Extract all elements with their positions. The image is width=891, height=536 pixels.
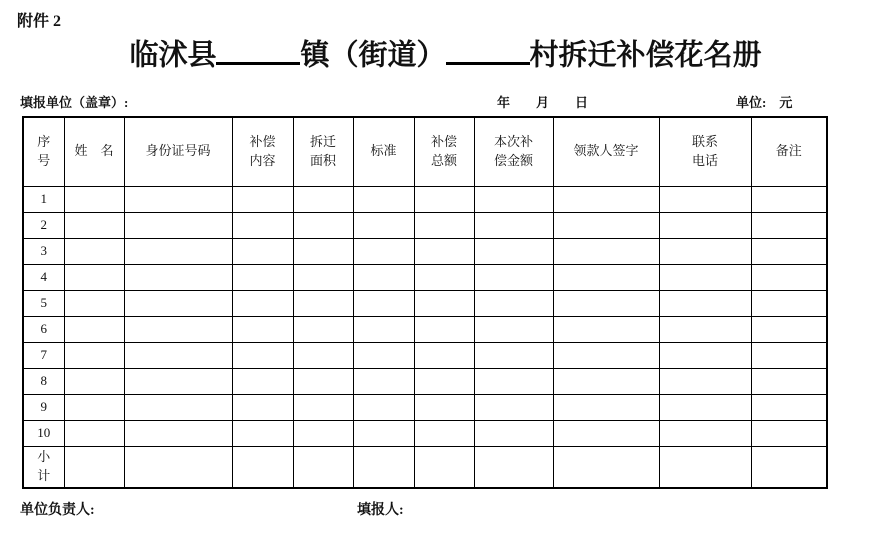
empty-cell: [553, 264, 659, 290]
empty-cell: [64, 238, 124, 264]
empty-cell: [751, 238, 827, 264]
header-text: 姓 名: [74, 143, 114, 159]
empty-cell: [553, 420, 659, 446]
empty-cell: [474, 446, 553, 488]
empty-cell: [232, 264, 293, 290]
empty-cell: [124, 368, 232, 394]
empty-cell: [353, 342, 414, 368]
empty-cell: [659, 368, 751, 394]
title-blank-village: [446, 34, 530, 65]
empty-cell: [353, 290, 414, 316]
empty-cell: [474, 420, 553, 446]
empty-cell: [414, 264, 474, 290]
table-row: [23, 342, 827, 368]
row-number: 6: [23, 316, 64, 342]
empty-cell: [124, 316, 232, 342]
empty-cell: [474, 316, 553, 342]
unit-label: 单位: 元: [736, 95, 793, 110]
header-cell-name: [64, 117, 124, 186]
title-town-suffix: 镇（街道）: [300, 39, 446, 72]
empty-cell: [474, 394, 553, 420]
empty-cell: [659, 446, 751, 488]
empty-cell: [293, 420, 353, 446]
empty-cell: [414, 290, 474, 316]
empty-cell: [232, 420, 293, 446]
empty-cell: [553, 290, 659, 316]
empty-cell: [232, 212, 293, 238]
table-row: [23, 212, 827, 238]
empty-cell: [353, 394, 414, 420]
header-cell-demolition-area: 拆迁 面积: [293, 117, 353, 186]
roster-table: [22, 116, 828, 489]
header-cell-contact-phone: 联系 电话: [659, 117, 751, 186]
table-row: [23, 186, 827, 212]
empty-cell: [64, 394, 124, 420]
empty-cell: [414, 368, 474, 394]
empty-cell: [414, 420, 474, 446]
empty-cell: [232, 446, 293, 488]
header-text: 标准: [370, 143, 397, 159]
table-row: [23, 394, 827, 420]
empty-cell: [353, 420, 414, 446]
empty-cell: [414, 186, 474, 212]
empty-cell: [124, 212, 232, 238]
empty-cell: [293, 394, 353, 420]
empty-cell: [293, 186, 353, 212]
empty-cell: [659, 212, 751, 238]
empty-cell: [474, 238, 553, 264]
row-number: 8: [23, 368, 64, 394]
empty-cell: [414, 394, 474, 420]
empty-cell: [474, 368, 553, 394]
header-cell-id-number: [124, 117, 232, 186]
empty-cell: [353, 186, 414, 212]
empty-cell: [232, 290, 293, 316]
empty-cell: [474, 186, 553, 212]
table-row: [23, 290, 827, 316]
empty-cell: [659, 316, 751, 342]
empty-cell: [232, 186, 293, 212]
empty-cell: [751, 394, 827, 420]
header-text: 拆迁: [309, 133, 336, 149]
empty-cell: [751, 212, 827, 238]
row-number: 2: [23, 212, 64, 238]
table-row: [23, 238, 827, 264]
empty-cell: [553, 212, 659, 238]
empty-cell: [124, 290, 232, 316]
empty-cell: [64, 212, 124, 238]
empty-cell: [474, 264, 553, 290]
empty-cell: [293, 316, 353, 342]
empty-cell: [659, 290, 751, 316]
empty-cell: [659, 238, 751, 264]
empty-cell: [64, 186, 124, 212]
header-cell-standard: [353, 117, 414, 186]
empty-cell: [659, 420, 751, 446]
unit-head-label: 单位负责人:: [20, 503, 95, 518]
empty-cell: [553, 316, 659, 342]
empty-cell: [64, 342, 124, 368]
header-cell-index: 序 号: [23, 117, 64, 186]
empty-cell: [553, 446, 659, 488]
empty-cell: [553, 368, 659, 394]
empty-cell: [64, 368, 124, 394]
subtotal-label: 小 计: [23, 446, 64, 488]
empty-cell: [659, 186, 751, 212]
row-number: 5: [23, 290, 64, 316]
empty-cell: [124, 186, 232, 212]
header-text: 补偿: [249, 133, 276, 149]
table-row: [23, 264, 827, 290]
row-number: 4: [23, 264, 64, 290]
empty-cell: [124, 420, 232, 446]
empty-cell: [659, 342, 751, 368]
empty-cell: [659, 394, 751, 420]
header-text: 补偿: [430, 133, 457, 149]
empty-cell: [64, 264, 124, 290]
table-row: [23, 420, 827, 446]
empty-cell: [293, 342, 353, 368]
header-cell-compensation-content: 补偿 内容: [232, 117, 293, 186]
date-label: 年 月 日: [497, 95, 589, 110]
empty-cell: [414, 316, 474, 342]
title-blank-town: [216, 34, 300, 65]
empty-cell: [64, 290, 124, 316]
empty-cell: [293, 212, 353, 238]
empty-cell: [751, 420, 827, 446]
header-text: 序: [37, 133, 51, 149]
empty-cell: [293, 264, 353, 290]
empty-cell: [293, 290, 353, 316]
empty-cell: [414, 342, 474, 368]
empty-cell: [353, 446, 414, 488]
empty-cell: [751, 186, 827, 212]
header-cell-total-compensation: 补偿 总额: [414, 117, 474, 186]
empty-cell: [414, 446, 474, 488]
empty-cell: [64, 316, 124, 342]
empty-cell: [474, 342, 553, 368]
attachment-label: 附件 2: [17, 13, 62, 30]
subtotal-row: [23, 446, 827, 488]
empty-cell: [751, 446, 827, 488]
empty-cell: [751, 368, 827, 394]
row-number: 9: [23, 394, 64, 420]
row-number: 1: [23, 186, 64, 212]
header-text: 领款人签字: [573, 143, 639, 159]
empty-cell: [232, 316, 293, 342]
empty-cell: [124, 342, 232, 368]
header-text: 联系: [691, 133, 718, 149]
empty-cell: [124, 238, 232, 264]
empty-cell: [553, 342, 659, 368]
empty-cell: [474, 290, 553, 316]
empty-cell: [659, 264, 751, 290]
empty-cell: [414, 238, 474, 264]
empty-cell: [293, 238, 353, 264]
filler-label: 填报人:: [357, 503, 404, 518]
empty-cell: [553, 394, 659, 420]
header-text: 本次补: [493, 133, 533, 149]
empty-cell: [353, 212, 414, 238]
empty-cell: [232, 342, 293, 368]
empty-cell: [353, 238, 414, 264]
empty-cell: [353, 264, 414, 290]
empty-cell: [751, 342, 827, 368]
header-cell-remarks: [751, 117, 827, 186]
empty-cell: [232, 368, 293, 394]
empty-cell: [124, 264, 232, 290]
empty-cell: [124, 446, 232, 488]
table-row: [23, 368, 827, 394]
empty-cell: [64, 446, 124, 488]
title-county: 临沭县: [129, 39, 217, 72]
empty-cell: [232, 394, 293, 420]
document-title: [0, 34, 891, 74]
empty-cell: [293, 368, 353, 394]
empty-cell: [414, 212, 474, 238]
fill-unit-label: 填报单位（盖章）:: [20, 95, 129, 110]
header-row: [23, 117, 827, 186]
empty-cell: [232, 238, 293, 264]
empty-cell: [293, 446, 353, 488]
empty-cell: [353, 316, 414, 342]
header-cell-payee-signature: [553, 117, 659, 186]
empty-cell: [553, 186, 659, 212]
header-cell-current-amount: 本次补 偿金额: [474, 117, 553, 186]
empty-cell: [353, 368, 414, 394]
header-text: 备注: [775, 143, 802, 159]
row-number: 10: [23, 420, 64, 446]
empty-cell: [751, 264, 827, 290]
empty-cell: [64, 420, 124, 446]
row-number: 7: [23, 342, 64, 368]
empty-cell: [474, 212, 553, 238]
row-number: 3: [23, 238, 64, 264]
table-row: [23, 316, 827, 342]
title-village-suffix: 村拆迁补偿花名册: [529, 39, 762, 72]
header-text: 身份证号码: [145, 143, 211, 159]
empty-cell: [124, 394, 232, 420]
empty-cell: [751, 316, 827, 342]
empty-cell: [553, 238, 659, 264]
empty-cell: [751, 290, 827, 316]
